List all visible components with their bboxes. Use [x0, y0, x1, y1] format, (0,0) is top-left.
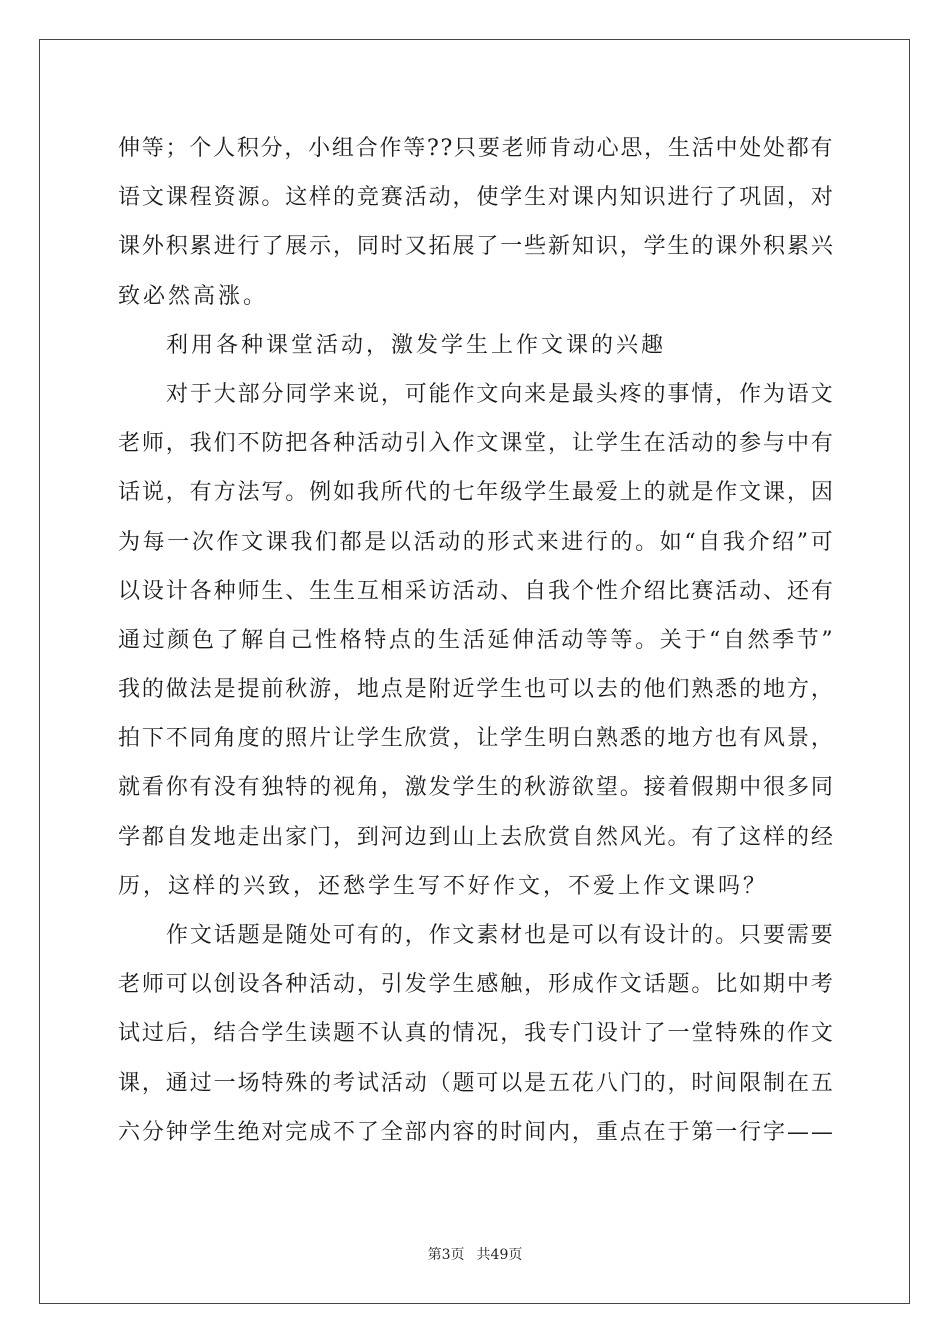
text-line: 学 都 自 发 地 走 出 家 门 ， 到 河 边 到 山 上 去 欣 赏 自 然 风 光 。 有 了 这 样 的 经: [118, 824, 833, 850]
text-line: 课 ， 通 过 一 场 特 殊 的 考 试 活 动 （ 题 可 以 是 五 花 八 门 的 ， 时 间 限 制 在 五: [118, 1070, 833, 1096]
text-line: 利用各种课堂活动，激发学生上作文课的兴趣: [166, 332, 667, 358]
text-line: 老 师 ， 我 们 不 防 把 各 种 活 动 引 入 作 文 课 堂 ， 让 学 生 在 活 动 的 参 与 中 有: [118, 431, 833, 457]
text-line: 作 文 话 题 是 随 处 可 有 的 ， 作 文 素 材 也 是 可 以 有 设 计 的 。 只 要 需 要: [166, 923, 833, 948]
text-line: 为 每 一 次 作 文 课 我 们 都 是 以 活 动 的 形 式 来 进 行 的 。 如 “ 自 我 介 绍 ” 可: [118, 529, 833, 555]
total-pages-label: 共49页: [476, 1247, 523, 1263]
page-footer: [0, 1245, 950, 1265]
text-line: 我 的 做 法 是 提 前 秋 游 ， 地 点 是 附 近 学 生 也 可 以 去 的 他 们 熟 悉 的 地 方 ，: [118, 677, 833, 703]
text-line: 试 过 后 ， 结 合 学 生 读 题 不 认 真 的 情 况 ， 我 专 门 设 计 了 一 堂 特 殊 的 作 文: [118, 1021, 833, 1047]
text-line: 通 过 颜 色 了 解 自 己 性 格 特 点 的 生 活 延 伸 活 动 等 等 。 关 于 “ 自 然 季 节 ”: [118, 627, 833, 653]
text-line: 六 分 钟 学 生 绝 对 完 成 不 了 全 部 内 容 的 时 间 内 ， 重 点 在 于 第 一 行 字 — —: [118, 1119, 833, 1145]
document-body: [118, 124, 833, 1157]
text-line: 对 于 大 部 分 同 学 来 说 ， 可 能 作 文 向 来 是 最 头 疼 的 事 情 ， 作 为 语 文: [166, 381, 833, 407]
text-line: 课 外 积 累 进 行 了 展 示 ， 同 时 又 拓 展 了 一 些 新 知 识 ， 学 生 的 课 外 积 累 兴: [118, 234, 833, 260]
text-line: 语 文 课 程 资 源 。 这 样 的 竞 赛 活 动 ， 使 学 生 对 课 内 知 识 进 行 了 巩 固 ， 对: [118, 185, 833, 211]
text-line: 老 师 可 以 创 设 各 种 活 动 ， 引 发 学 生 感 触 ， 形 成 作 文 话 题 。 比 如 期 中 考: [118, 972, 833, 998]
current-page-label: 第3页: [427, 1247, 465, 1263]
text-line: 以 设 计 各 种 师 生 、 生 生 互 相 采 访 活 动 、 自 我 个 性 介 绍 比 赛 活 动 、 还 有: [118, 578, 833, 604]
text-line: 拍 下 不 同 角 度 的 照 片 让 学 生 欣 赏 ， 让 学 生 明 白 熟 悉 的 地 方 也 有 风 景 ，: [118, 726, 833, 752]
text-line: 就 看 你 有 没 有 独 特 的 视 角 ， 激 发 学 生 的 秋 游 欲 望 。 接 着 假 期 中 很 多 同: [118, 775, 833, 801]
text-line: 历，这样的兴致，还愁学生写不好作文，不爱上作文课吗？: [118, 873, 769, 899]
text-line: 话 说 ， 有 方 法 写 。 例 如 我 所 代 的 七 年 级 学 生 最 爱 上 的 就 是 作 文 课 ， 因: [118, 480, 833, 506]
text-line: 致必然高涨。: [118, 283, 269, 309]
text-line: 伸 等 ； 个 人 积 分 ， 小 组 合 作 等 ? ? 只 要 老 师 肯 动 心 思 ， 生 活 中 处 处 都 有: [118, 136, 833, 161]
